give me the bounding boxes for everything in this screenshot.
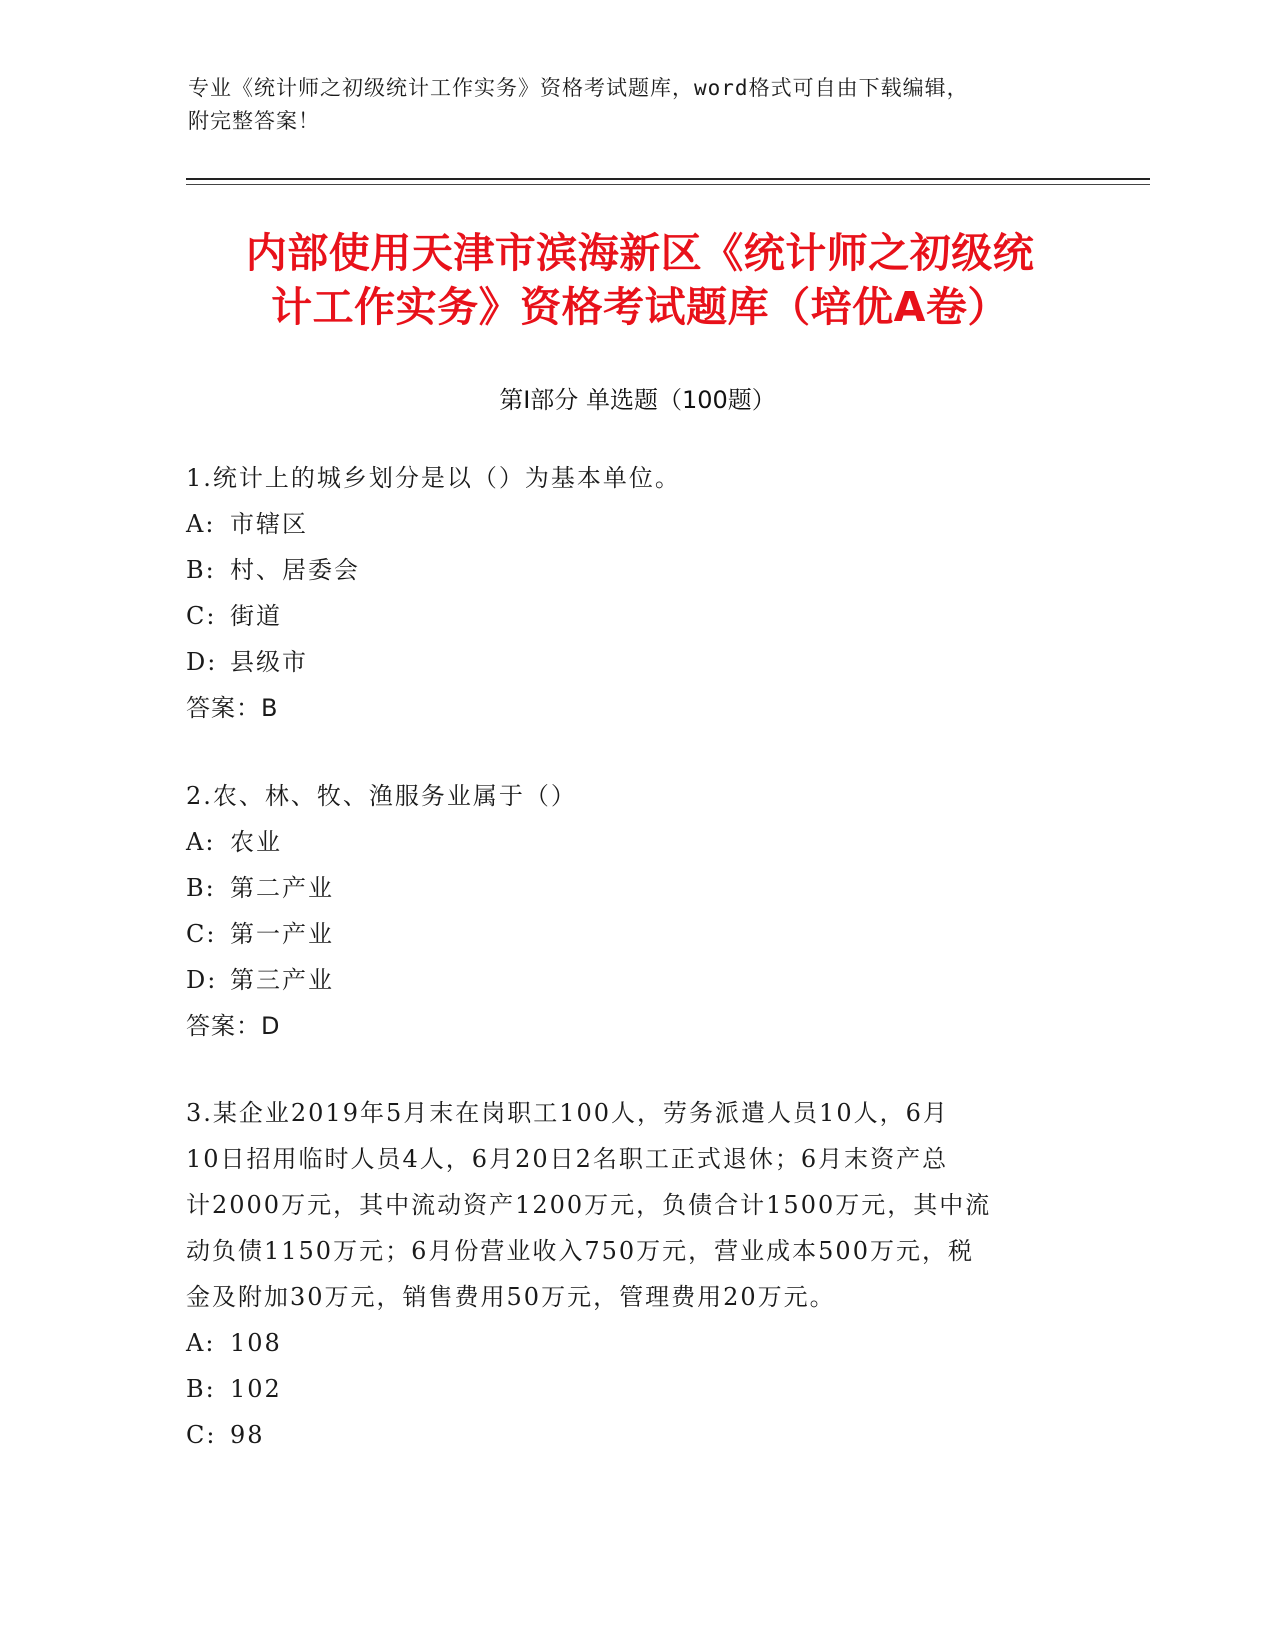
header-divider-thin (186, 184, 1150, 185)
option-text: 108 (230, 1329, 282, 1357)
option-letter: D: (186, 648, 218, 676)
option-letter: A: (186, 1329, 216, 1357)
question-stem-line: 金及附加30万元，销售费用50万元，管理费用20万元。 (186, 1283, 836, 1311)
question-1 (186, 455, 1086, 731)
option-a (186, 501, 1086, 547)
answer-label: 答案：D (186, 1012, 281, 1040)
option-b (186, 865, 1086, 911)
option-letter: C: (186, 1421, 217, 1449)
option-letter: B: (186, 874, 216, 902)
option-text: 98 (230, 1421, 265, 1449)
option-text: 第一产业 (230, 920, 334, 948)
option-c (186, 911, 1086, 957)
document-title-line2: 计工作实务》资格考试题库（培优A卷） (271, 283, 1009, 331)
question-stem-line: 3.某企业2019年5月末在岗职工100人，劳务派遣人员10人，6月 (186, 1099, 949, 1127)
option-letter: B: (186, 1375, 216, 1403)
option-d (186, 639, 1086, 685)
section-title: 第Ⅰ部分 单选题（100题） (499, 386, 776, 414)
option-text: 102 (230, 1375, 282, 1403)
header-note-line1: 专业《统计师之初级统计工作实务》资格考试题库，word格式可自由下载编辑， (188, 76, 969, 100)
option-letter: C: (186, 920, 217, 948)
option-letter: A: (186, 828, 216, 856)
answer-label: 答案：B (186, 694, 279, 722)
option-text: 街道 (230, 602, 282, 630)
question-stem-line: 10日招用临时人员4人，6月20日2名职工正式退休；6月末资产总 (186, 1145, 949, 1173)
option-text: 农业 (230, 828, 282, 856)
question-stem-line: 动负债1150万元；6月份营业收入750万元，营业成本500万元，税 (186, 1237, 974, 1265)
option-text: 第二产业 (230, 874, 334, 902)
document-title (190, 226, 1090, 334)
option-letter: A: (186, 510, 216, 538)
option-a (186, 819, 1086, 865)
option-c (186, 1412, 1086, 1458)
question-3 (186, 1090, 1086, 1458)
option-d (186, 957, 1086, 1003)
option-text: 市辖区 (230, 510, 308, 538)
option-letter: D: (186, 966, 218, 994)
document-title-line1: 内部使用天津市滨海新区《统计师之初级统 (245, 229, 1035, 277)
option-text: 县级市 (230, 648, 308, 676)
option-c (186, 593, 1086, 639)
header-divider-thick (186, 178, 1150, 180)
option-text: 村、居委会 (230, 556, 360, 584)
question-stem (186, 1090, 1066, 1320)
option-b (186, 1366, 1086, 1412)
question-stem-line: 计2000万元，其中流动资产1200万元，负债合计1500万元，其中流 (186, 1191, 992, 1219)
header-note-line2: 附完整答案！ (188, 109, 320, 133)
option-text: 第三产业 (230, 966, 334, 994)
option-b (186, 547, 1086, 593)
option-letter: C: (186, 602, 217, 630)
question-2 (186, 773, 1086, 1049)
option-a (186, 1320, 1086, 1366)
header-note (188, 72, 1088, 138)
question-stem: 1.统计上的城乡划分是以（）为基本单位。 (186, 464, 681, 492)
question-stem: 2.农、林、牧、渔服务业属于（） (186, 782, 577, 810)
option-letter: B: (186, 556, 216, 584)
